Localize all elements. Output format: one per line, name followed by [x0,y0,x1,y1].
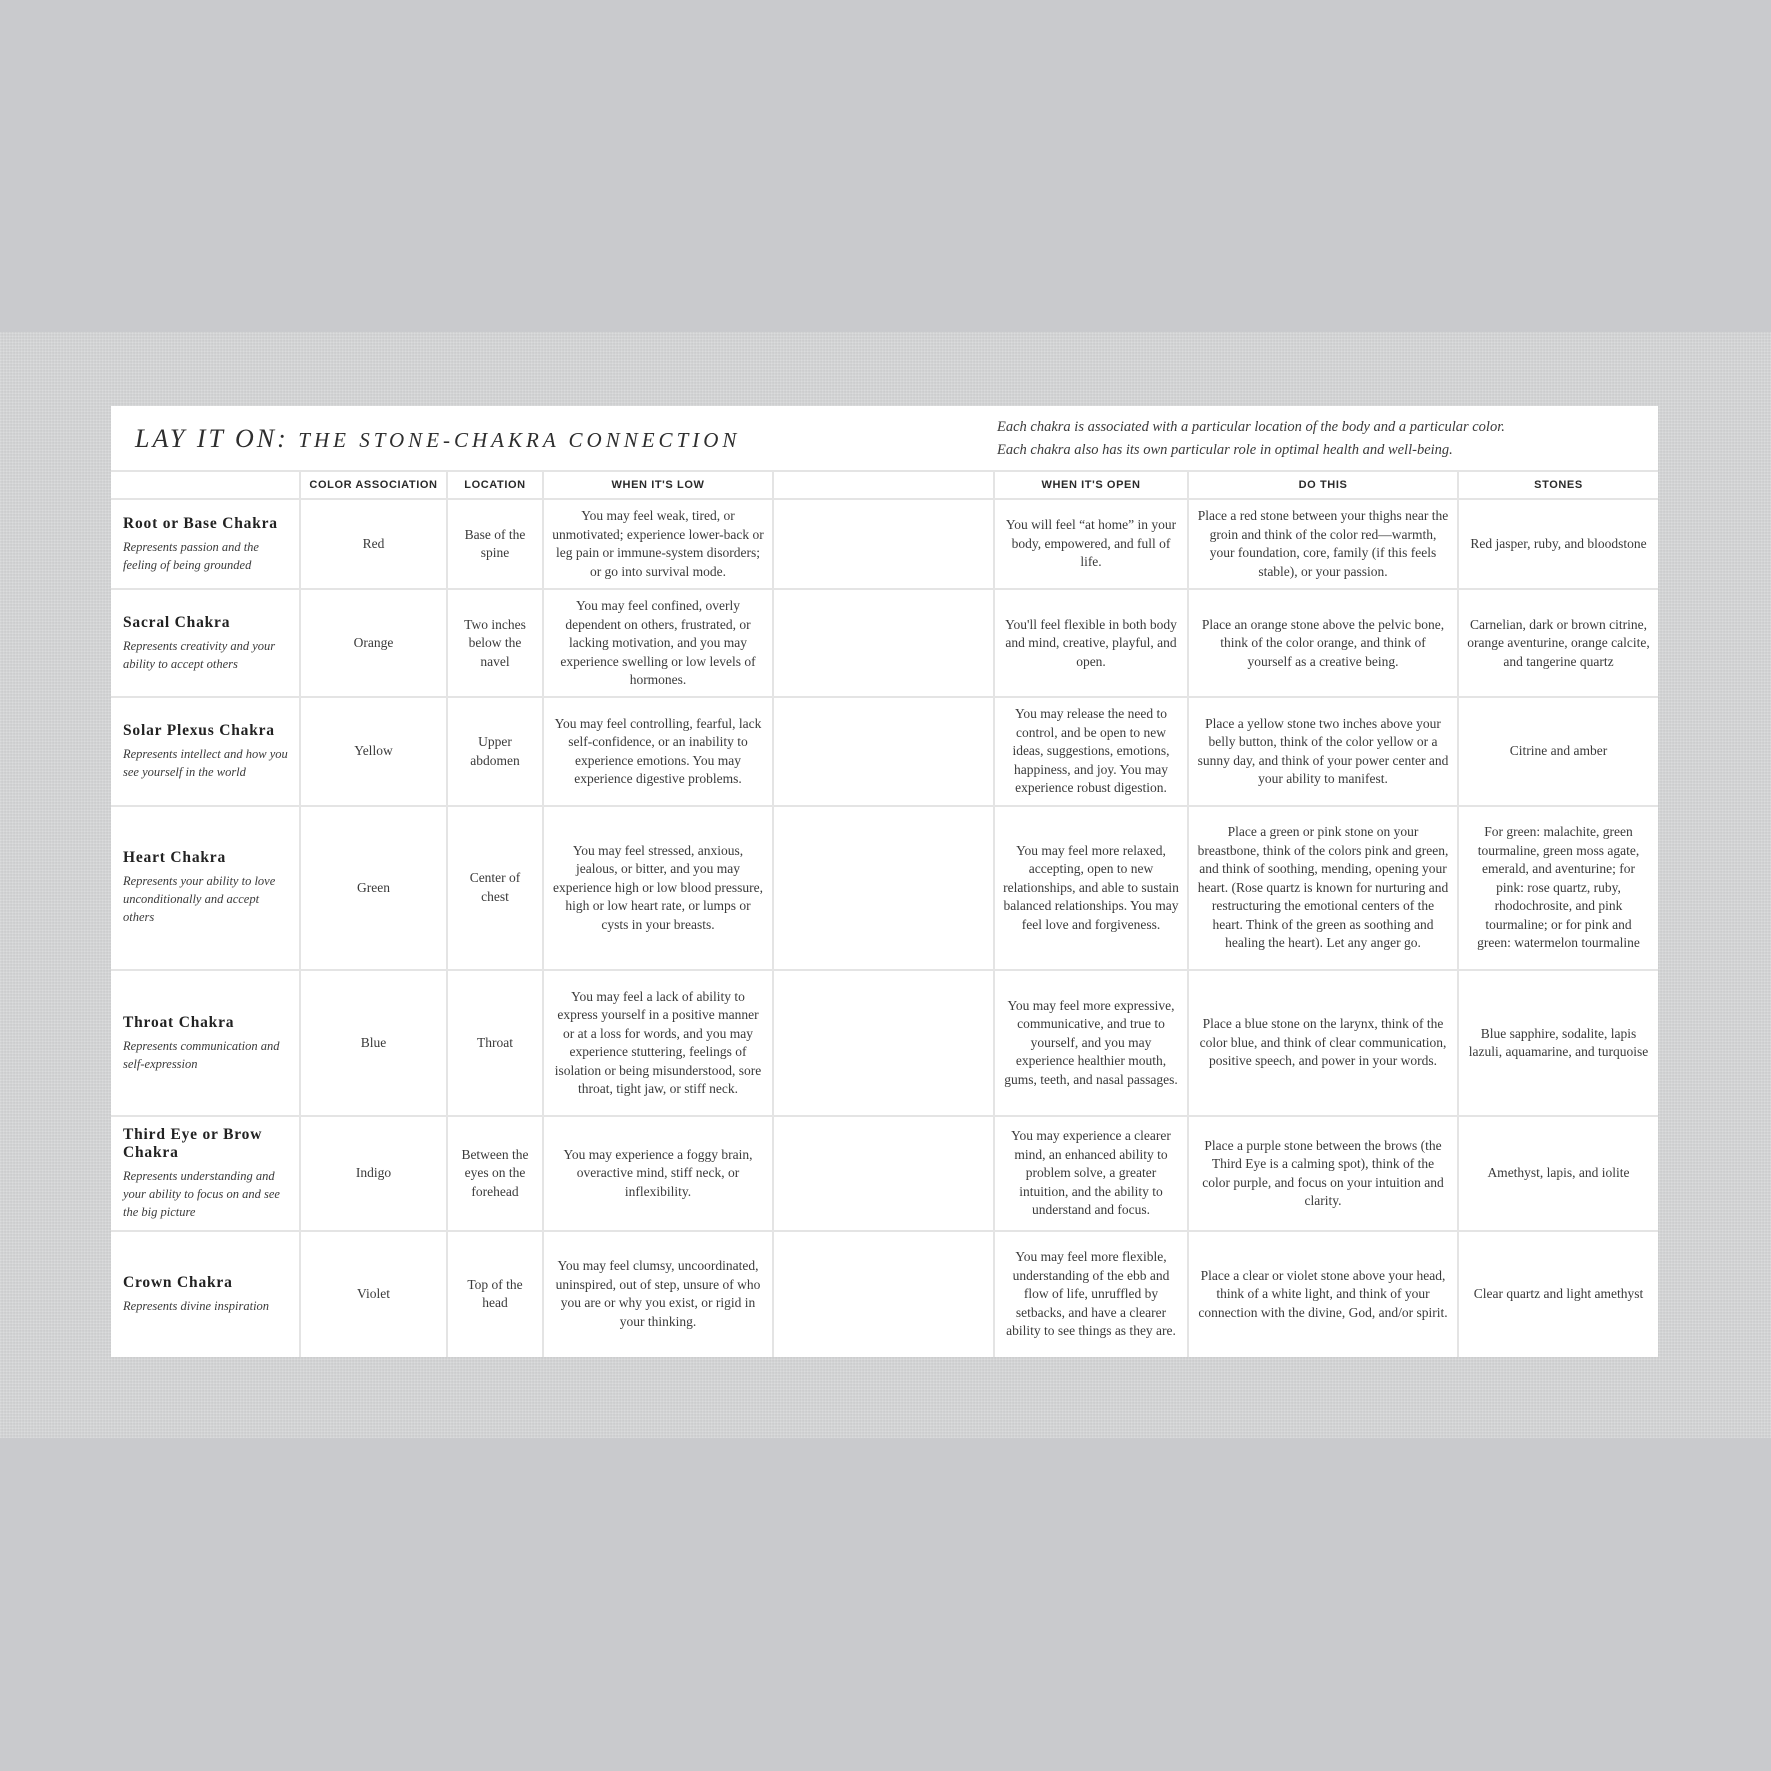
open-cell: You may feel more relaxed, accepting, open to new relationships, and able to sustain balanced relationships. You may feel love and forgiveness. [994,806,1188,970]
col-header-location: LOCATION [447,471,543,499]
low-cell: You may feel stressed, anxious, jealous, or bitter, and you may experience high or low blood pressure, high or low heart rate, or lumps or cysts in your breasts. [543,806,773,970]
stones-cell: Clear quartz and light amethyst [1458,1231,1658,1357]
blank-cell [773,1231,994,1357]
title-row [111,406,1658,472]
color-cell: Yellow [300,697,447,805]
do-this-cell: Place a yellow stone two inches above your belly button, think of the color yellow or a sunny day, and think of your power center and your ability to manifest. [1188,697,1458,805]
blank-cell [773,1116,994,1230]
stones-cell: Carnelian, dark or brown citrine, orange aventurine, orange calcite, and tangerine quartz [1458,589,1658,697]
chakra-name: Third Eye or Brow Chakra [123,1126,263,1162]
low-cell: You may feel confined, overly dependent on others, frustrated, or lacking motivation, and you may experience swelling or low levels of hormones. [543,589,773,697]
stones-cell: Blue sapphire, sodalite, lapis lazuli, aquamarine, and turquoise [1458,970,1658,1116]
page-title [135,424,740,454]
col-header-blank [773,471,994,499]
chakra-chart-sheet [111,406,1658,1357]
chakra-represents: Represents passion and the feeling of being grounded [123,539,259,572]
table-row [111,970,1658,1116]
location-cell: Throat [447,970,543,1116]
color-cell: Red [300,499,447,589]
header-row [111,471,1658,499]
location-cell: Top of the head [447,1231,543,1357]
chakra-cell [111,970,300,1116]
low-cell: You may feel weak, tired, or unmotivated; experience lower-back or leg pain or immune-system disorders; or go into survival mode. [543,499,773,589]
open-cell: You'll feel flexible in both body and mind, creative, playful, and open. [994,589,1188,697]
chakra-cell [111,1116,300,1230]
intro-line-1: Each chakra is associated with a particular location of the body and a particular color. [997,419,1505,435]
location-cell: Between the eyes on the forehead [447,1116,543,1230]
open-cell: You may experience a clearer mind, an enhanced ability to problem solve, a greater intuition, and the ability to understand and focus. [994,1116,1188,1230]
intro-text [997,416,1637,462]
table-row [111,806,1658,970]
chakra-represents: Represents communication and self-expression [123,1038,280,1071]
chakra-represents: Represents understanding and your ability to focus on and see the big picture [123,1169,280,1220]
low-cell: You may experience a foggy brain, overactive mind, stiff neck, or inflexibility. [543,1116,773,1230]
location-cell: Upper abdomen [447,697,543,805]
location-cell: Two inches below the navel [447,589,543,697]
open-cell: You will feel “at home” in your body, empowered, and full of life. [994,499,1188,589]
chakra-table [111,470,1658,1357]
stones-cell: Amethyst, lapis, and iolite [1458,1116,1658,1230]
color-cell: Violet [300,1231,447,1357]
chakra-name: Throat Chakra [123,1013,235,1031]
col-header-open: WHEN IT'S OPEN [994,471,1188,499]
open-cell: You may feel more expressive, communicative, and true to yourself, and you may experience healthier mouth, gums, teeth, and nasal passages. [994,970,1188,1116]
do-this-cell: Place a blue stone on the larynx, think of the color blue, and think of clear communication, positive speech, and power in your words. [1188,970,1458,1116]
blank-cell [773,589,994,697]
col-header-do-this: DO THIS [1188,471,1458,499]
open-cell: You may release the need to control, and be open to new ideas, suggestions, emotions, happiness, and joy. You may experience robust digestion. [994,697,1188,805]
chakra-cell [111,806,300,970]
blank-cell [773,499,994,589]
color-cell: Indigo [300,1116,447,1230]
low-cell: You may feel clumsy, uncoordinated, uninspired, out of step, unsure of who you are or why you exist, or rigid in your thinking. [543,1231,773,1357]
table-row [111,499,1658,589]
location-cell: Center of chest [447,806,543,970]
col-header-color: COLOR ASSOCIATION [300,471,447,499]
location-cell: Base of the spine [447,499,543,589]
do-this-cell: Place a green or pink stone on your breastbone, think of the colors pink and green, and think of soothing, mending, opening your heart. (Rose quartz is known for nurturing and restructuring the emotional centers of the heart. Think of the green as soothing and healing the heart). Let any anger go. [1188,806,1458,970]
chakra-represents: Represents your ability to love unconditionally and accept others [123,874,276,925]
stones-cell: Red jasper, ruby, and bloodstone [1458,499,1658,589]
chakra-name: Heart Chakra [123,849,227,867]
table-row [111,697,1658,805]
chakra-cell [111,697,300,805]
col-header-low: WHEN IT'S LOW [543,471,773,499]
title-lead: LAY IT ON: [135,424,289,453]
chakra-represents: Represents intellect and how you see yourself in the world [123,747,288,780]
title-rest: THE STONE-CHAKRA CONNECTION [298,428,741,452]
do-this-cell: Place a purple stone between the brows (the Third Eye is a calming spot), think of the color purple, and focus on your intuition and clarity. [1188,1116,1458,1230]
color-cell: Orange [300,589,447,697]
chakra-represents: Represents creativity and your ability to accept others [123,638,276,671]
col-header-chakra [111,471,300,499]
table-row [111,1116,1658,1230]
chakra-name: Sacral Chakra [123,613,231,631]
chakra-cell [111,1231,300,1357]
intro-line-2: Each chakra also has its own particular role in optimal health and well-being. [997,442,1453,458]
low-cell: You may feel controlling, fearful, lack self-confidence, or an inability to experience emotions. You may experience digestive problems. [543,697,773,805]
open-cell: You may feel more flexible, understanding of the ebb and flow of life, unruffled by setbacks, and have a clearer ability to see things as they are. [994,1231,1188,1357]
chakra-represents: Represents divine inspiration [123,1298,270,1313]
chakra-name: Root or Base Chakra [123,514,278,532]
color-cell: Blue [300,970,447,1116]
blank-cell [773,806,994,970]
table-row [111,589,1658,697]
chakra-name: Solar Plexus Chakra [123,722,275,740]
do-this-cell: Place a red stone between your thighs near the groin and think of the color red—warmth, your foundation, core, family (if this feels stable), or your passion. [1188,499,1458,589]
col-header-stones: STONES [1458,471,1658,499]
stones-cell: For green: malachite, green tourmaline, green moss agate, emerald, and aventurine; for pink: rose quartz, ruby, rhodochrosite, and pink tourmaline; or for pink and green: watermelon tourmaline [1458,806,1658,970]
blank-cell [773,697,994,805]
table-row [111,1231,1658,1357]
stones-cell: Citrine and amber [1458,697,1658,805]
low-cell: You may feel a lack of ability to express yourself in a positive manner or at a loss for words, and you may experience stuttering, feelings of isolation or being misunderstood, sore throat, tight jaw, or stiff neck. [543,970,773,1116]
chakra-cell [111,499,300,589]
do-this-cell: Place a clear or violet stone above your head, think of a white light, and think of your connection with the divine, God, and/or spirit. [1188,1231,1458,1357]
chakra-name: Crown Chakra [123,1273,233,1291]
do-this-cell: Place an orange stone above the pelvic bone, think of the color orange, and think of yourself as a creative being. [1188,589,1458,697]
color-cell: Green [300,806,447,970]
blank-cell [773,970,994,1116]
chakra-cell [111,589,300,697]
